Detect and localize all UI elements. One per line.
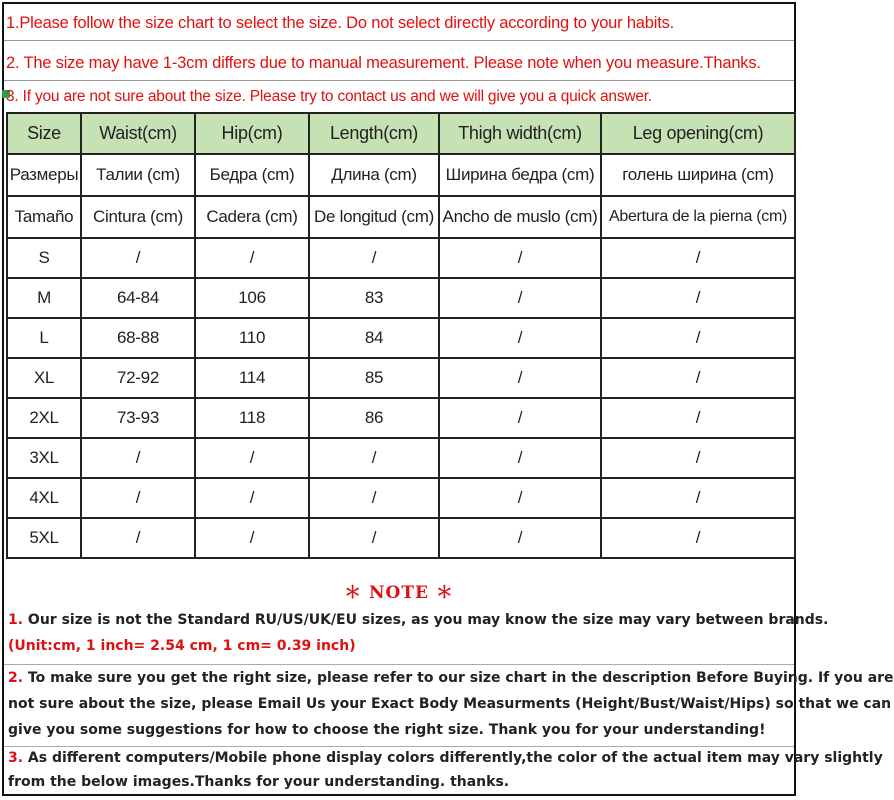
size-cell: 2XL	[7, 398, 81, 438]
table-russian-row	[7, 154, 795, 196]
table-cell: 110	[195, 318, 309, 358]
note-paragraph-2-line-2: not sure about the size, please Email Us your Exact Body Measurments (Height/Bust/Waist/Hips) so that we can	[8, 696, 892, 712]
table-row	[7, 478, 795, 518]
russian-cell: Длина (cm)	[309, 154, 439, 196]
table-cell: /	[601, 438, 795, 478]
table-cell: /	[309, 478, 439, 518]
table-row	[7, 318, 795, 358]
spanish-cell: Ancho de muslo (cm)	[439, 196, 601, 238]
size-cell: S	[7, 238, 81, 278]
table-cell: /	[439, 438, 601, 478]
table-cell: 72-92	[81, 358, 195, 398]
table-cell: 73-93	[81, 398, 195, 438]
note-text: Our size is not the Standard RU/US/UK/EU sizes, as you may know the size may vary between brands.	[23, 612, 829, 628]
table-cell: 64-84	[81, 278, 195, 318]
table-row	[7, 238, 795, 278]
header-cell: Thigh width(cm)	[439, 113, 601, 154]
table-cell: /	[81, 518, 195, 558]
note-paragraph-1	[8, 612, 828, 628]
table-cell: /	[439, 398, 601, 438]
size-cell: 3XL	[7, 438, 81, 478]
table-row	[7, 358, 795, 398]
table-cell: 68-88	[81, 318, 195, 358]
divider	[4, 40, 794, 41]
note-number: 1.	[8, 612, 24, 628]
table-cell: 106	[195, 278, 309, 318]
note-number: 3.	[8, 750, 24, 766]
table-cell: /	[439, 518, 601, 558]
russian-cell: голень ширина (cm)	[601, 154, 795, 196]
table-row	[7, 518, 795, 558]
table-cell: /	[195, 238, 309, 278]
table-cell: /	[439, 478, 601, 518]
note-unit-line: (Unit:cm, 1 inch= 2.54 cm, 1 cm= 0.39 inch)	[8, 638, 356, 654]
size-cell: 4XL	[7, 478, 81, 518]
note-paragraph-2-line-3: give you some suggestions for how to choose the right size. Thank you for your understanding!	[8, 722, 766, 738]
table-cell: /	[439, 278, 601, 318]
table-cell: /	[601, 398, 795, 438]
spanish-cell: Abertura de la pierna (cm)	[601, 196, 795, 238]
table-cell: /	[601, 478, 795, 518]
note-text: As different computers/Mobile phone display colors differently,the color of the actual item may vary slightly	[23, 750, 883, 766]
table-row	[7, 398, 795, 438]
table-cell: /	[601, 278, 795, 318]
size-table	[6, 112, 796, 559]
size-cell: XL	[7, 358, 81, 398]
table-cell: /	[309, 438, 439, 478]
table-cell: 86	[309, 398, 439, 438]
top-note-2: 2. The size may have 1-3cm differs due to manual measurement. Please note when you measure.Thanks.	[6, 54, 761, 72]
spanish-cell: Cadera (cm)	[195, 196, 309, 238]
note-paragraph-3-line-2: from the below images.Thanks for your understanding. thanks.	[8, 774, 510, 790]
table-cell: 118	[195, 398, 309, 438]
note-section	[4, 572, 894, 794]
table-cell: 83	[309, 278, 439, 318]
table-cell: /	[601, 318, 795, 358]
table-cell: /	[601, 518, 795, 558]
russian-cell: Талии (cm)	[81, 154, 195, 196]
note-paragraph-2	[8, 670, 894, 686]
table-cell: 114	[195, 358, 309, 398]
table-cell: /	[439, 238, 601, 278]
table-spanish-row	[7, 196, 795, 238]
table-cell: /	[195, 518, 309, 558]
spanish-cell: Cintura (cm)	[81, 196, 195, 238]
table-cell: 85	[309, 358, 439, 398]
table-cell: /	[439, 318, 601, 358]
header-cell: Length(cm)	[309, 113, 439, 154]
note-paragraph-3	[8, 750, 883, 766]
russian-cell: Размеры	[7, 154, 81, 196]
size-cell: 5XL	[7, 518, 81, 558]
header-cell: Leg opening(cm)	[601, 113, 795, 154]
table-cell: /	[195, 478, 309, 518]
size-cell: M	[7, 278, 81, 318]
table-cell: /	[601, 238, 795, 278]
top-note-1: 1.Please follow the size chart to select the size. Do not select directly according to your habits.	[6, 14, 675, 32]
table-cell: /	[81, 238, 195, 278]
header-cell: Size	[7, 113, 81, 154]
table-cell: /	[81, 438, 195, 478]
russian-cell: Бедра (cm)	[195, 154, 309, 196]
divider	[4, 80, 794, 81]
table-cell: /	[439, 358, 601, 398]
note-title: ＊ NOTE ＊	[344, 583, 454, 603]
table-cell: /	[195, 438, 309, 478]
note-number: 2.	[8, 670, 24, 686]
top-note-3: 3. If you are not sure about the size. Please try to contact us and we will give you a quick answer.	[6, 88, 653, 105]
header-cell: Waist(cm)	[81, 113, 195, 154]
table-cell: /	[309, 238, 439, 278]
spanish-cell: Tamaño	[7, 196, 81, 238]
table-row	[7, 278, 795, 318]
note-text: To make sure you get the right size, please refer to our size chart in the description Before Buying. If you are	[23, 670, 894, 686]
table-cell: 84	[309, 318, 439, 358]
size-cell: L	[7, 318, 81, 358]
table-header-row	[7, 113, 795, 154]
russian-cell: Ширина бедра (cm)	[439, 154, 601, 196]
divider	[4, 664, 794, 665]
table-cell: /	[81, 478, 195, 518]
table-cell: /	[309, 518, 439, 558]
spanish-cell: De longitud (cm)	[309, 196, 439, 238]
divider	[4, 746, 794, 747]
header-cell: Hip(cm)	[195, 113, 309, 154]
table-cell: /	[601, 358, 795, 398]
table-row	[7, 438, 795, 478]
